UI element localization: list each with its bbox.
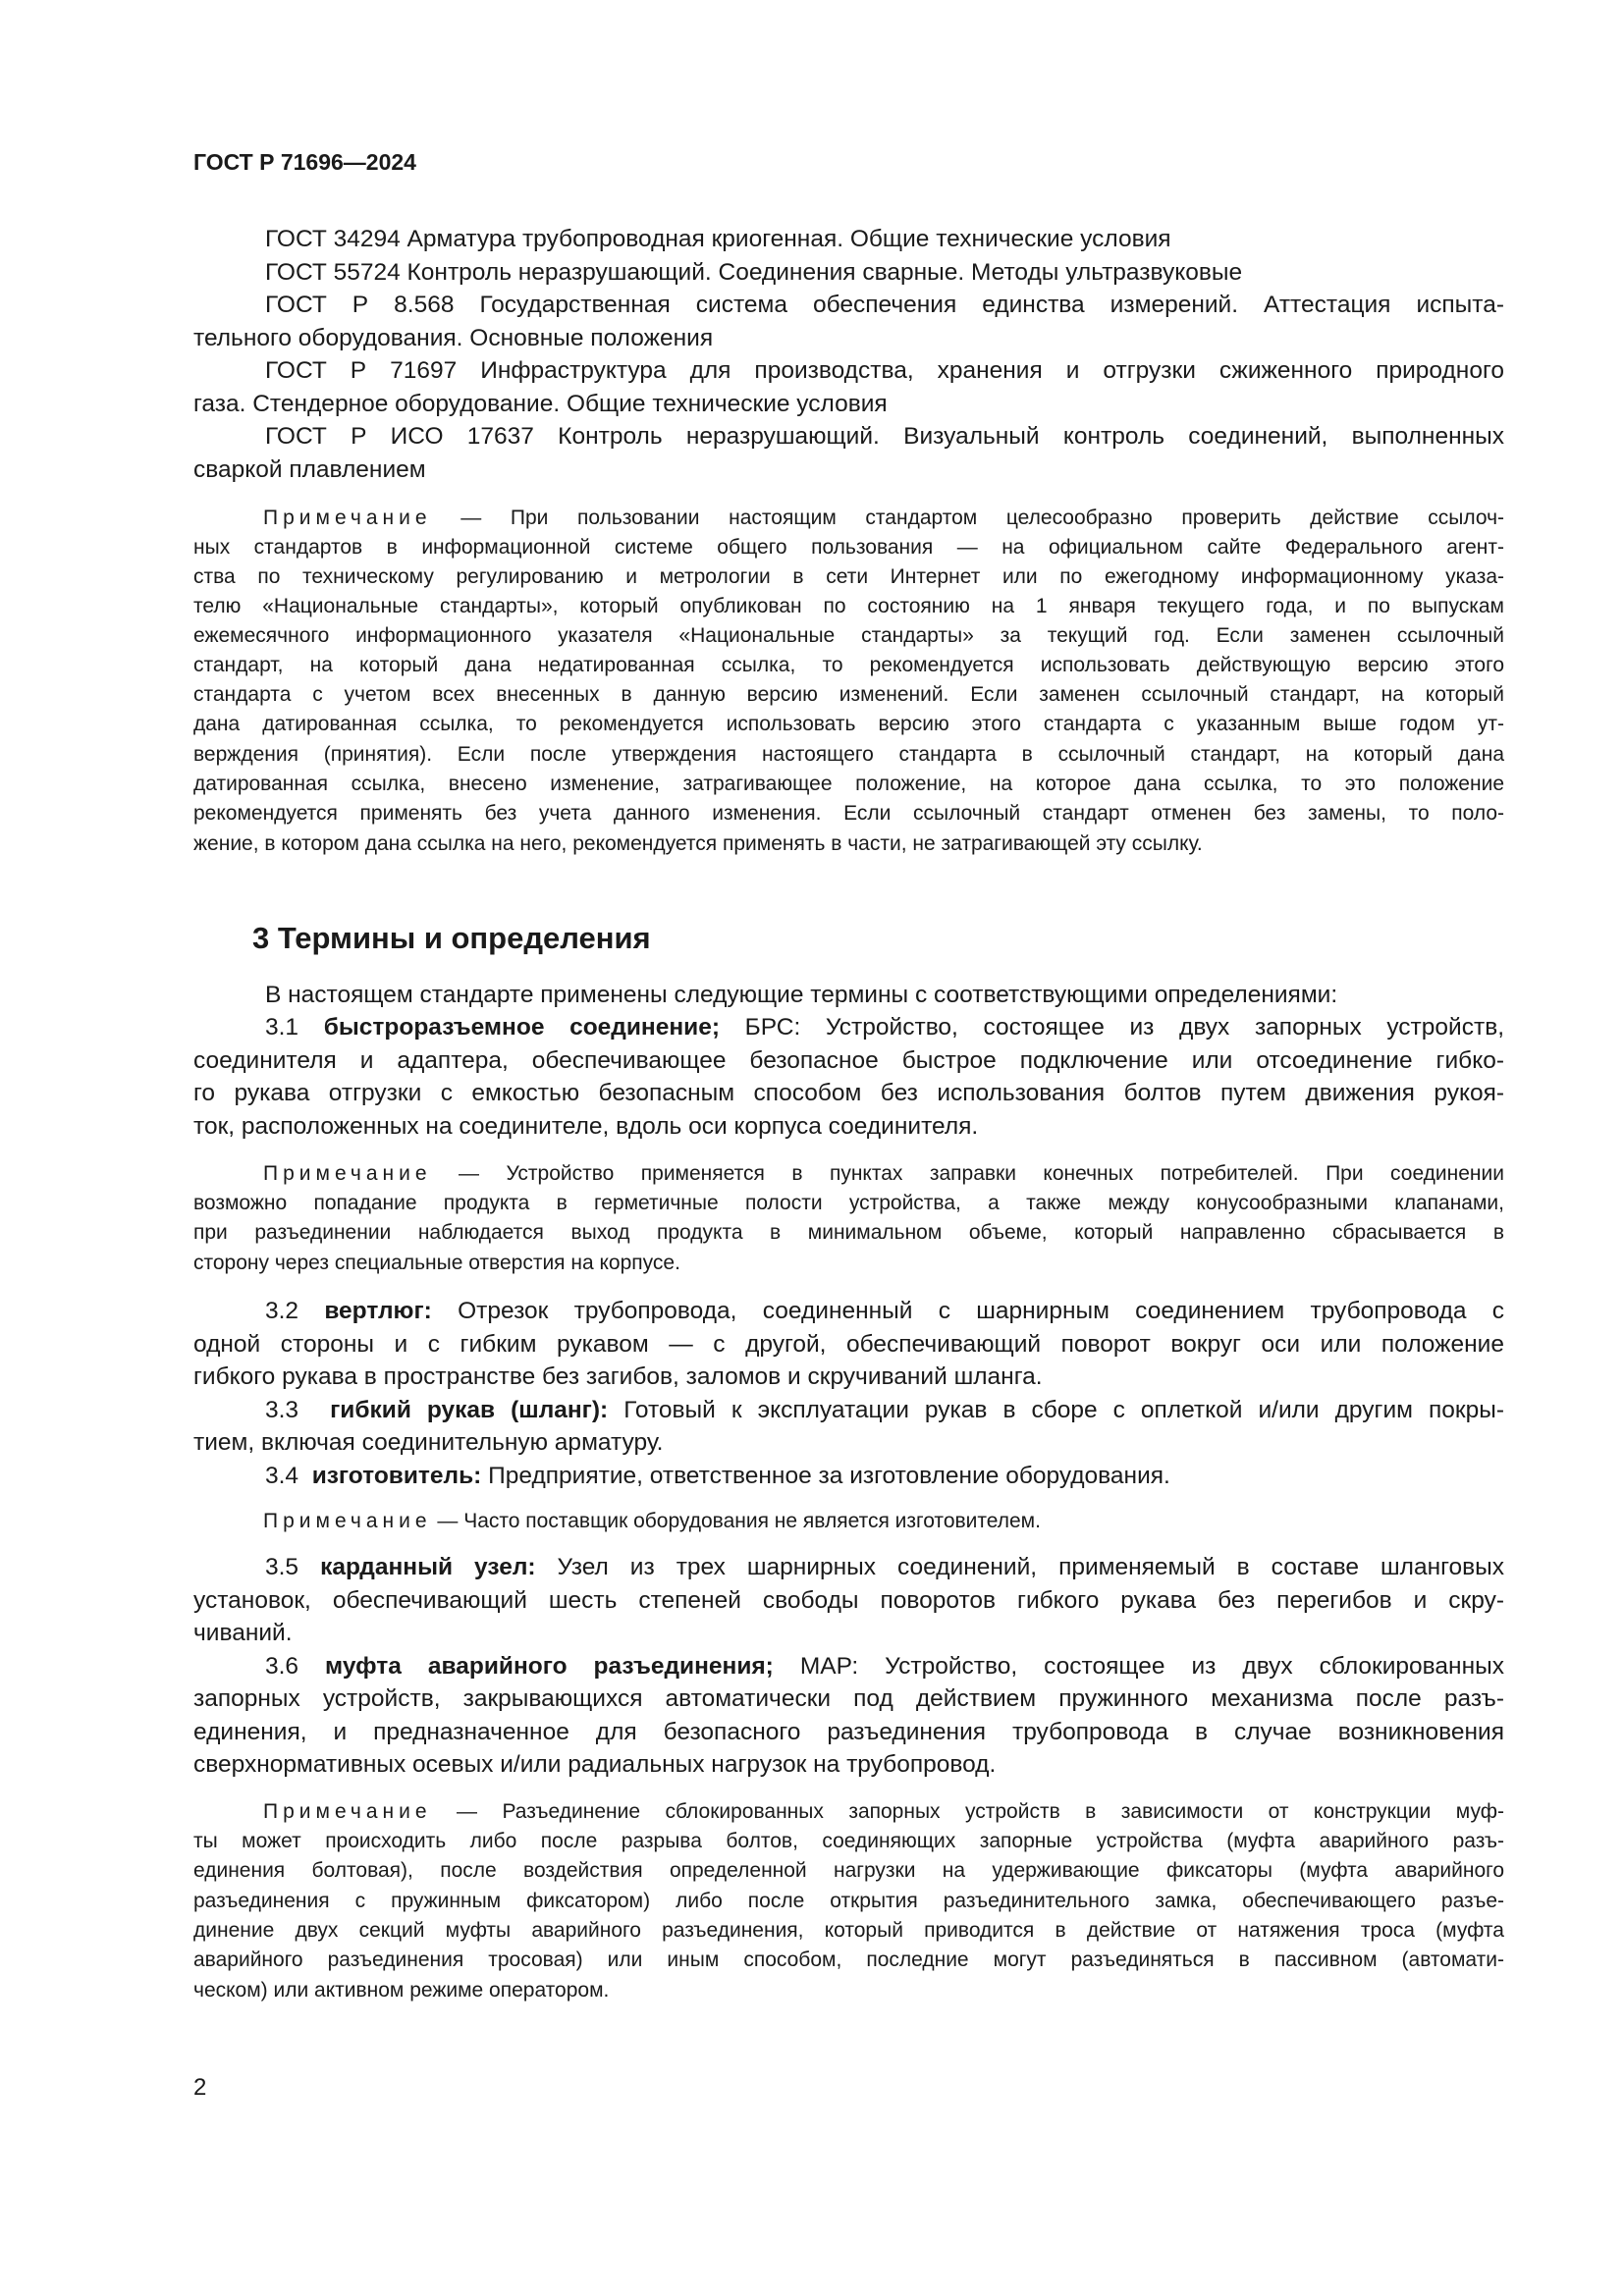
term-3-3-first-line [265, 1397, 1504, 1424]
note-line: верждения (принятия). Если после утверждения настоящего стандарта в ссылочный стандарт, на который дана [193, 743, 1504, 766]
term-name: изготовитель: [311, 1463, 482, 1489]
term-number: 3.6 [265, 1653, 299, 1680]
term-3-2-first-line [265, 1298, 1504, 1325]
term-definition: Отрезок трубопровода, соединенный с шарнирным соединением трубопровода с [431, 1298, 1504, 1324]
reference-line: сваркой плавлением [193, 456, 426, 483]
reference-line: ГОСТ Р ИСО 17637 Контроль неразрушающий. Визуальный контроль соединений, выполненных [265, 423, 1504, 450]
term-line: тием, включая соединительную арматуру. [193, 1429, 664, 1456]
note-dash: — [431, 1162, 507, 1185]
term-definition: МАР: Устройство, состоящее из двух сблокированных [773, 1653, 1504, 1680]
term-number: 3.1 [265, 1014, 299, 1041]
document-header: ГОСТ Р 71696—2024 [193, 149, 416, 175]
note-line: дана датированная ссылка, то рекомендуется использовать версию этого стандарта с указанным выше годом ут- [193, 713, 1504, 735]
note-line: ежемесячного информационного указателя «Национальные стандарты» за текущий год. Если заменен ссылочный [193, 624, 1504, 647]
note-line: возможно попадание продукта в герметичные полости устройства, а также между конусообразными клапанами, [193, 1192, 1504, 1214]
note-line: при разъединении наблюдается выход продукта в минимальном объеме, который направленно сбрасывается в [193, 1221, 1504, 1244]
note-first-line [263, 506, 1504, 531]
section-heading: 3 Термины и определения [252, 921, 651, 955]
term-line: единения, и предназначенное для безопасного разъединения трубопровода в случае возникновения [193, 1719, 1504, 1745]
note-label: Примечание [263, 1800, 432, 1823]
term-line: сверхнормативных осевых и/или радиальных нагрузок на трубопровод. [193, 1751, 997, 1778]
note-first-line [263, 1799, 1504, 1825]
term-definition: Узел из трех шарнирных соединений, применяемый в составе шланговых [535, 1554, 1504, 1580]
term-line: запорных устройств, закрывающихся автоматически под действием пружинного механизма после разъ- [193, 1685, 1504, 1712]
note-line: сторону через специальные отверстия на корпусе. [193, 1252, 680, 1274]
term-line: чиваний. [193, 1620, 293, 1646]
note-text: Разъединение сблокированных запорных устройств в зависимости от конструкции муф- [502, 1800, 1505, 1823]
note-line: ных стандартов в информационной системе общего пользования — на официальном сайте Федерального агент- [193, 536, 1504, 559]
note-line: жение, в котором дана ссылка на него, рекомендуется применять в части, не затрагивающей эту ссылку. [193, 832, 1203, 855]
reference-line: ГОСТ Р 71697 Инфраструктура для производства, хранения и отгрузки сжиженного природного [265, 357, 1504, 384]
term-number: 3.2 [265, 1298, 299, 1324]
term-line: установок, обеспечивающий шесть степеней свободы поворотов гибкого рукава без перегибов и скру- [193, 1587, 1504, 1614]
note-line: рекомендуется применять без учета данного изменения. Если ссылочный стандарт отменен без замены, то поло- [193, 802, 1504, 825]
term-name: муфта аварийного разъединения; [325, 1653, 774, 1680]
section-intro: В настоящем стандарте применены следующие термины с соответствующими определениями: [265, 982, 1338, 1008]
term-line: одной стороны и с гибким рукавом — с другой, обеспечивающий поворот вокруг оси или положение [193, 1331, 1504, 1358]
reference-line: тельного оборудования. Основные положения [193, 325, 714, 351]
term-name: гибкий рукав (шланг): [330, 1397, 609, 1423]
note-dash: — [431, 1800, 503, 1823]
note-line: датированная ссылка, внесено изменение, затрагивающее положение, на которое дана ссылка, то это положение [193, 773, 1504, 795]
note-first-line [263, 1161, 1504, 1187]
note-line: стандарт, на который дана недатированная ссылка, то рекомендуется использовать действующую версию этого [193, 654, 1504, 676]
term-line: гибкого рукава в пространстве без загибов, заломов и скручиваний шланга. [193, 1363, 1043, 1390]
term-name: вертлюг: [324, 1298, 432, 1324]
note-text: Часто поставщик оборудования не является изготовителем. [463, 1510, 1041, 1532]
note-dash: — [431, 1510, 464, 1532]
term-number: 3.3 [265, 1397, 299, 1423]
term-number: 3.4 [265, 1463, 299, 1489]
note-line: динение двух секций муфты аварийного разъединения, который приводится в действие от натяжения троса (муфта [193, 1919, 1504, 1942]
note-first-line [263, 1509, 1504, 1534]
note-line: стандарта с учетом всех внесенных в данную версию изменений. Если заменен ссылочный стандарт, на который [193, 683, 1504, 706]
term-name: карданный узел: [320, 1554, 536, 1580]
term-3-1-first-line [265, 1014, 1504, 1041]
term-name: быстроразъемное соединение; [323, 1014, 720, 1041]
note-line: разъединения с пружинным фиксатором) либо после открытия разъединительного замка, обеспечивающего разъе- [193, 1890, 1504, 1912]
note-line: аварийного разъединения тросовая) или иным способом, последние могут разъединяться в пассивном (автомати- [193, 1949, 1504, 1971]
term-line: ток, расположенных на соединителе, вдоль оси корпуса соединителя. [193, 1113, 979, 1140]
term-number: 3.5 [265, 1554, 299, 1580]
note-line: телю «Национальные стандарты», который опубликован по состоянию на 1 января текущего года, и по выпускам [193, 595, 1504, 617]
term-line: го рукава отгрузки с емкостью безопасным способом без использования болтов путем движения рукоя- [193, 1080, 1504, 1106]
note-label: Примечание [263, 1510, 432, 1532]
note-line: ческом) или активном режиме оператором. [193, 1979, 610, 2002]
term-definition: БРС: Устройство, состоящее из двух запорных устройств, [719, 1014, 1505, 1041]
term-line: соединителя и адаптера, обеспечивающее безопасное быстрое подключение или отсоединение гибко- [193, 1047, 1504, 1074]
term-definition: Готовый к эксплуатации рукав в сборе с оплеткой и/или другим покры- [608, 1397, 1505, 1423]
note-line: ты может происходить либо после разрыва болтов, соединяющих запорные устройства (муфта аварийного разъ- [193, 1830, 1504, 1852]
note-dash: — [431, 507, 511, 529]
reference-line: ГОСТ 55724 Контроль неразрушающий. Соединения сварные. Методы ультразвуковые [265, 259, 1243, 286]
term-definition: Предприятие, ответственное за изготовление оборудования. [481, 1463, 1170, 1489]
note-text: При пользовании настоящим стандартом целесообразно проверить действие ссылоч- [510, 507, 1505, 529]
reference-line: ГОСТ 34294 Арматура трубопроводная криогенная. Общие технические условия [265, 226, 1171, 252]
note-line: единения болтовая), после воздействия определенной нагрузки на удерживающие фиксаторы (муфта аварийного [193, 1859, 1504, 1882]
term-3-4-first-line [265, 1463, 1504, 1490]
reference-line: газа. Стендерное оборудование. Общие технические условия [193, 391, 888, 417]
reference-line: ГОСТ Р 8.568 Государственная система обеспечения единства измерений. Аттестация испыта- [265, 292, 1504, 318]
term-3-5-first-line [265, 1554, 1504, 1581]
note-label: Примечание [263, 1162, 432, 1185]
term-3-6-first-line [265, 1653, 1504, 1681]
note-label: Примечание [263, 507, 432, 529]
note-text: Устройство применяется в пунктах заправки конечных потребителей. При соединении [506, 1162, 1504, 1185]
note-line: ства по техническому регулированию и метрологии в сети Интернет или по ежегодному информационному указа- [193, 565, 1504, 588]
page-number: 2 [193, 2074, 207, 2101]
